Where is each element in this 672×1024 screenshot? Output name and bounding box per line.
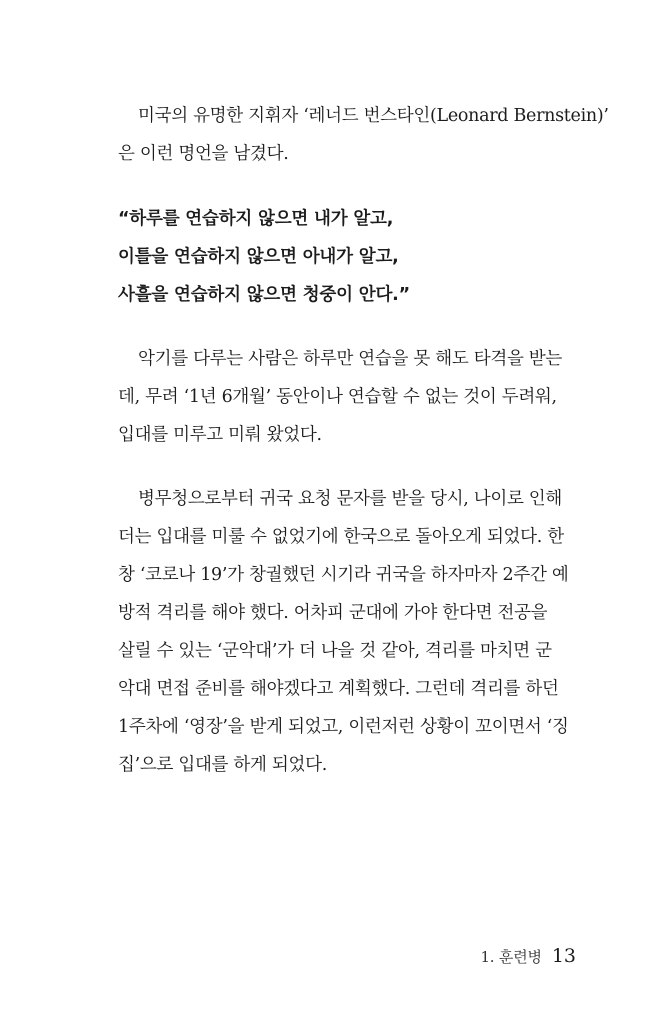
text-line: 1주차에 ‘영장’을 받게 되었고, 이런저런 상황이 꼬이면서 ‘징 [118,717,569,737]
page-number: 13 [551,945,576,967]
text-line: 병무청으로부터 귀국 요청 문자를 받을 당시, 나이로 인해 [138,489,563,509]
paragraph-return-to-korea [118,480,578,784]
paragraph-bernstein-intro [118,97,609,173]
quote-line: 사흘을 연습하지 않으면 청중이 안다.” [118,285,410,305]
text-line: 악기를 다루는 사람은 하루만 연습을 못 해도 타격을 받는 [138,349,563,369]
text-line: 은 이런 명언을 남겼다. [118,144,289,164]
text-line: 악대 면접 준비를 해야겠다고 계획했다. 그런데 격리를 하던 [118,679,559,699]
quote-line: “하루를 연습하지 않으면 내가 알고, [118,209,394,229]
chapter-title: 1. 훈련병 [480,948,542,966]
text-line: 창 ‘코로나 19’가 창궐했던 시기라 귀국을 하자마자 2주간 예 [118,565,569,585]
text-line: 집’으로 입대를 하게 되었다. [118,755,327,775]
page-footer [480,945,576,967]
text-line: 입대를 미루고 미뤄 왔었다. [118,425,322,445]
text-line: 미국의 유명한 지휘자 ‘레너드 번스타인(Leonard Bernstein)’ [138,106,609,126]
text-line: 방적 격리를 해야 했다. 어차피 군대에 가야 한다면 전공을 [118,603,548,623]
text-line: 살릴 수 있는 ‘군악대’가 더 나을 것 같아, 격리를 마치면 군 [118,641,552,661]
text-line: 더는 입대를 미룰 수 없었기에 한국으로 돌아오게 되었다. 한 [118,527,564,547]
paragraph-postponing-enlistment [118,340,578,454]
quote-line: 이틀을 연습하지 않으면 아내가 알고, [118,247,399,267]
bernstein-quote [118,200,578,314]
text-line: 데, 무려 ‘1년 6개월’ 동안이나 연습할 수 없는 것이 두려워, [118,387,557,407]
